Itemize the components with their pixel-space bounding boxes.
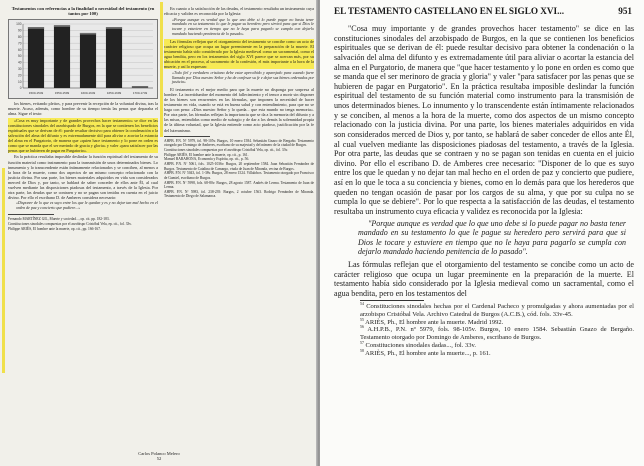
footnote-rule: [8, 214, 54, 215]
page-number: 951: [618, 6, 632, 16]
footnote-text: Constituciones sinodales dadas..., fol. 33v.: [365, 341, 476, 349]
bar: [28, 27, 44, 88]
x-tick-label: 1500-1549: [28, 90, 44, 95]
left-page: [0, 0, 318, 466]
bar-chart-svg: [9, 20, 157, 98]
highlight-marker: [2, 168, 5, 373]
left-column-2: [164, 6, 314, 199]
bar-top: [80, 33, 96, 35]
footnote-number: 58: [360, 348, 364, 353]
bar-top: [28, 27, 44, 29]
y-tick-label: 40: [17, 60, 22, 65]
footnote-number: 54: [360, 302, 364, 307]
footnote-rule: [164, 136, 210, 137]
footnote-text: ARIÈS, Ph., El hombre ante la muerte. Madrid 1992.: [365, 318, 504, 326]
footnote: AHPB. P.N. Nº 5043, fol. 1-38v. Burgos, 28 enero 1524. Villalobos. Testamento otorgado por Francisco de Gumiel, escribano de Burgos.: [164, 171, 314, 180]
bar-top: [54, 25, 70, 27]
body-paragraph: Las fórmulas reflejan que el otorgamiento del testamento se concibe como un acto de carácter religioso que ocupa un lugar preeminente en la preparación de la muerte. El testamento había sido considerado por la Iglesia medieval como un sacramental, como el agua bendita, pero en los testamentos del: [334, 259, 634, 298]
footnote: [360, 350, 634, 358]
bar-top: [132, 86, 148, 88]
footnote: Manuel BARAHONA, Economía y Espíritu, op. cit., p. 56.: [164, 157, 250, 162]
bar-top: [106, 27, 122, 29]
footnote: Philippe ARIÈS, El hombre ante la muerte, op. cit., p. 161.: [164, 152, 249, 157]
x-tick-label: 1700-1749: [132, 90, 148, 95]
y-tick-label: 60: [17, 47, 22, 52]
block-quote: «Porque aunque es verdad que lo que uno debe si lo puede pagar no basta tener mandado en su testamento lo que le pague su heredero pero sirvirá para que si Dios le tocare y estuviere en tiempo que no le haya para pagarlo se cumpla con dejarlo mandado haciendo penitencia de lo pasado»: [172, 16, 314, 37]
footnote: [360, 326, 634, 341]
x-tick-label: 1550-1599: [54, 90, 70, 95]
right-page: [320, 0, 644, 466]
chart-title: Testamentos con referencias a la finalidad o necesidad del testamento (en tantos por 100): [11, 6, 155, 17]
highlight-marker: [160, 2, 163, 137]
footnote: Philippe ARIÈS, El hombre ante la muerte, op. cit., pp. 166-167.: [8, 226, 101, 231]
footnote-text: A.H.P.B., P.N. nº 5979, fols. 98-105v. Burgos, 10 enero 1584. Sebastián Gnazo de Bergaño. Testamento otorgado por Domingo de Amberes, escribano de Burgos.: [360, 326, 634, 342]
y-tick-label: 20: [17, 73, 22, 78]
right-body: [334, 24, 634, 357]
body-paragraph: El testamento es el mejor medio para que la muerte no disponga por sorpresa al hombre. La incertidumbre del momento del fallecimiento y el temor a morir sin disponer de los bienes son recurrentes en las fórmulas, que imponen la necesidad de hacer testamento en vida, cuando se está en buena salud y con entendimiento, para que no se haga con pena: «Dios nuestro Señor y lo queda... que esta mundo no tenga memoria». Por otra parte, las fórmulas reflejan la importancia que se da a la memoria del difunto y a las misas, entendidas como medio de sufragio y de dar a los demás la solemnidad propia de la última voluntad, que la Iglesia entiende como acto piadoso, justificación por la fe del luteranismo.: [164, 87, 314, 133]
body-paragraph: Las fórmulas reflejan que el otorgamiento del testamento se concibe como un acto de carácter religioso que ocupa un lugar preeminente en la preparación de la muerte. El testamento había sido considerado por la Iglesia medieval como un sacramental, como el agua bendita, pero en los testamentos del siglo XVI parece que se acercan más, por su ubicación en el proceso, al sacramento de la confesión, el más importante a la hora de la muerte, y así lo expresan:: [164, 38, 314, 70]
x-tick-label: 1600-1649: [80, 90, 96, 95]
footnote-text: Constituciones sinodales hechas por el Cardenal Pacheco y promulgadas y ahora aumentadas por el arzobispo Cristóbal Vela. Archivo Catedral de Burgos (A.C.B.), cód. fols. 33v-45.: [360, 303, 634, 319]
body-paragraph: En cuanto a la satisfacción de las deudas, el testamento resultaba un instrumento cuya eficacia y validez es reconocida por la Iglesia:: [164, 6, 314, 17]
y-tick-label: 70: [17, 41, 22, 46]
footnote: Constituciones sinodales compuestas por el arzobispo Cristóbal Vela, op. cit., fol. 33v.: [164, 147, 288, 152]
footnote: Fernando MARTÍNEZ GIL, Muerte y sociedad..., op. cit. pp. 182-183.: [8, 217, 110, 222]
bar: [80, 33, 96, 88]
footnote-number: 57: [360, 340, 364, 345]
footnote: AHPB. P.N. Nº 5979, fol. 98-105v. Burgos, 10 enero 1584. Sebastián Gnazo de Bergaño. Testamento otorgado por Domingo de Amberes, escribano de su majestad y del número de la ciudad de Burgos.: [164, 138, 314, 147]
bar: [54, 25, 70, 88]
bar: [106, 27, 122, 88]
footnote: Constituciones sinodales compuestas por el arzobispo Cristóbal Vela, ep. cit., fol. 33v.: [8, 221, 132, 226]
body-paragraph: «Cosa es muy importante y de grandes provechos hacer testamento» se dice en las constituciones sinodales del arzobispado de Burgos, en la que se contienen los beneficios espirituales que se derivan de él: puede resultar decisivo para obtener la condenación o la salvación del alma del difunto y es extremadamente útil para aliviar o acortar la estancia del alma en el Purgatorio, de manera que «quien hace testamento y lo pone en orden es como que se manda que el ser merindo de gracia y gloria» y valer «para satisfacer por las penas que se hubieren de pagar en Purgatorio».: [8, 117, 158, 153]
y-tick-label: 100: [16, 22, 22, 27]
page-footer: [0, 451, 318, 461]
footnote-number: 56: [360, 325, 364, 330]
body-paragraph: los bienes, evitando pleitos, y para prevenir la recepción de la voluntad divina, tras la muerte. Acaso, además, como hombre de su tiempo temía las penas que deparaba el alma. Sigue el texto:: [8, 100, 158, 116]
footnote: AHPB. P.N. Nº 5998, fols. 68-80v. Burgos, 28 agosto 1587. Andrés de Lerma. Testamento de Juan de Lerma.: [164, 180, 314, 189]
left-column-1: [8, 6, 158, 232]
y-tick-label: 80: [17, 34, 22, 39]
bar-chart: [8, 19, 158, 99]
y-tick-label: 50: [17, 54, 22, 59]
block-quote: "Porque aunque es verdad que lo que uno debe si lo puede pagar no basta tener mandado en su testamento lo que le pague su heredero pero servirá para que si Dios le tocare y estuviere en tiempo que no le haya para pagarlo se cumpla con dejarlo mandado haciendo penitencia de lo pasado".: [358, 218, 626, 257]
body-paragraph: "Cosa muy importante y de grandes provechos hacer testamento" se dice en las constituciones sinodales del arzobispado de Burgos, en la que se contienen los beneficios espirituales que se derivan de él: puede resultar decisivo para obtener la condenación o la salvación del alma del difunto y es extremadamente útil para aliviar o acortar la estancia del alma en el Purgatorio, de manera que "que hacer testamento y lo pone en orden es como que se manda que el ser merinoro de gracia y gloria" y valer "para satisfacer por las penas que se hubieren de pagar en Purgatorio". En la práctica resultaba imposible deslindar la función espiritual del testamento de su función material como instrumento para la transmisión de unos determinados bienes. Lo innumento y lo transcendente están íntimamente relacionados y se conciben, al menos a la hora de la muerte, como dos aspectos de un mismo concepto relacionado con la justicia divina. Por una parte, los bienes materiales adquiridos en vida son considerados merced de Dios y, por tanto, se hablará de saber conceder de ellos ante Él, al cual vuelven mediante las disposiciones piadosas del testamento, a través de la Iglesia. Por otra parte, las deudas que se contraen y no se pagan son tenidas en cuenta en el juicio divino. Por ello el escribano D. de Amberes cree necesario: "Disponer de lo que es suyo entre los que le quedan y no dejar tan mal hecho en el orden de paz y concierto que pudiere, así en lo que le toca a su conciencia y bienes, como en lo demás para que los herederos que queden no tengan ocasión de pasar por los cargos de su alma, y que por su culpa no se cumpla lo que se debiere". Por lo que respecta a la satisfacción de las deudas, el testamento resultaba un instrumento cuya eficacia y validez es reconocida por la Iglesia:: [334, 24, 634, 216]
y-tick-label: 10: [17, 79, 22, 84]
header-title: EL TESTAMENTO CASTELLANO EN EL SIGLO XVI...: [334, 6, 565, 16]
running-header: [334, 6, 634, 16]
y-tick-label: 30: [17, 66, 22, 71]
footnote-number: 55: [360, 317, 364, 322]
block-quote: «Disponer de lo que es suyo entre los que le quedan y es y no dejar tan mal hecho en el orden de paz y concierto que pudiere...»: [16, 200, 158, 211]
page-number: 52: [156, 456, 162, 461]
footnote: [360, 303, 634, 318]
author-name: Carlos Polanco Melero: [138, 451, 180, 456]
footnote: AHPB. P.N. Nº 5061, fols. 1025-1036v. Burgos, 20 septiembre 1584. Juan Sebastián Fernández de Burgos. Testamento de Catalina de Camargo, viuda de Juan de Miranda, vecina de Burgos.: [164, 162, 314, 171]
y-tick-label: 0: [19, 86, 22, 91]
x-tick-label: 1650-1699: [106, 90, 122, 95]
y-tick-label: 90: [17, 28, 22, 33]
footnote: AHPB. P.N. Nº 5983, fol. 238-239. Burgos, 2 octubre 1563. Rodrigo Fernández de Miranda. Testamento de Diego de Salamanca.: [164, 189, 314, 198]
footnote-text: ARIÈS, Ph., El hombre ante la muerte..., p. 161.: [365, 349, 491, 357]
body-paragraph: En la práctica resultaba imposible deslindar la función espiritual del testamento de su función material como instrumento para la transmisión de unos determinados bienes. Lo innumento y lo transcendente están íntimamente relacionados y se conciben, al menos a la hora de la muerte, como dos aspectos de un mismo concepto relacionado con la justicia divina. Por una parte, los bienes materiales adquiridos en vida son considerados merced de Dios y, por tanto, se hablará de saber conceder de ellos ante Él, al cual vuelven mediante las disposiciones piadosas del testamento, a través de la Iglesia. Por otra parte, las deudas que se contraen y no se pagan son tenidas en cuenta en el juicio divino. Por ello el escribano D. de Amberes considera necesario:: [8, 154, 158, 200]
footnote-rule: [360, 300, 424, 301]
block-quote: «Todo fiel y verdadero cristiano debe estar apercibido y aparejado para cuando fuere llamado por Dios nuestro Señor y ha de confesar su fe e dejar sus bienes ordenados por justicia»: [172, 69, 314, 85]
